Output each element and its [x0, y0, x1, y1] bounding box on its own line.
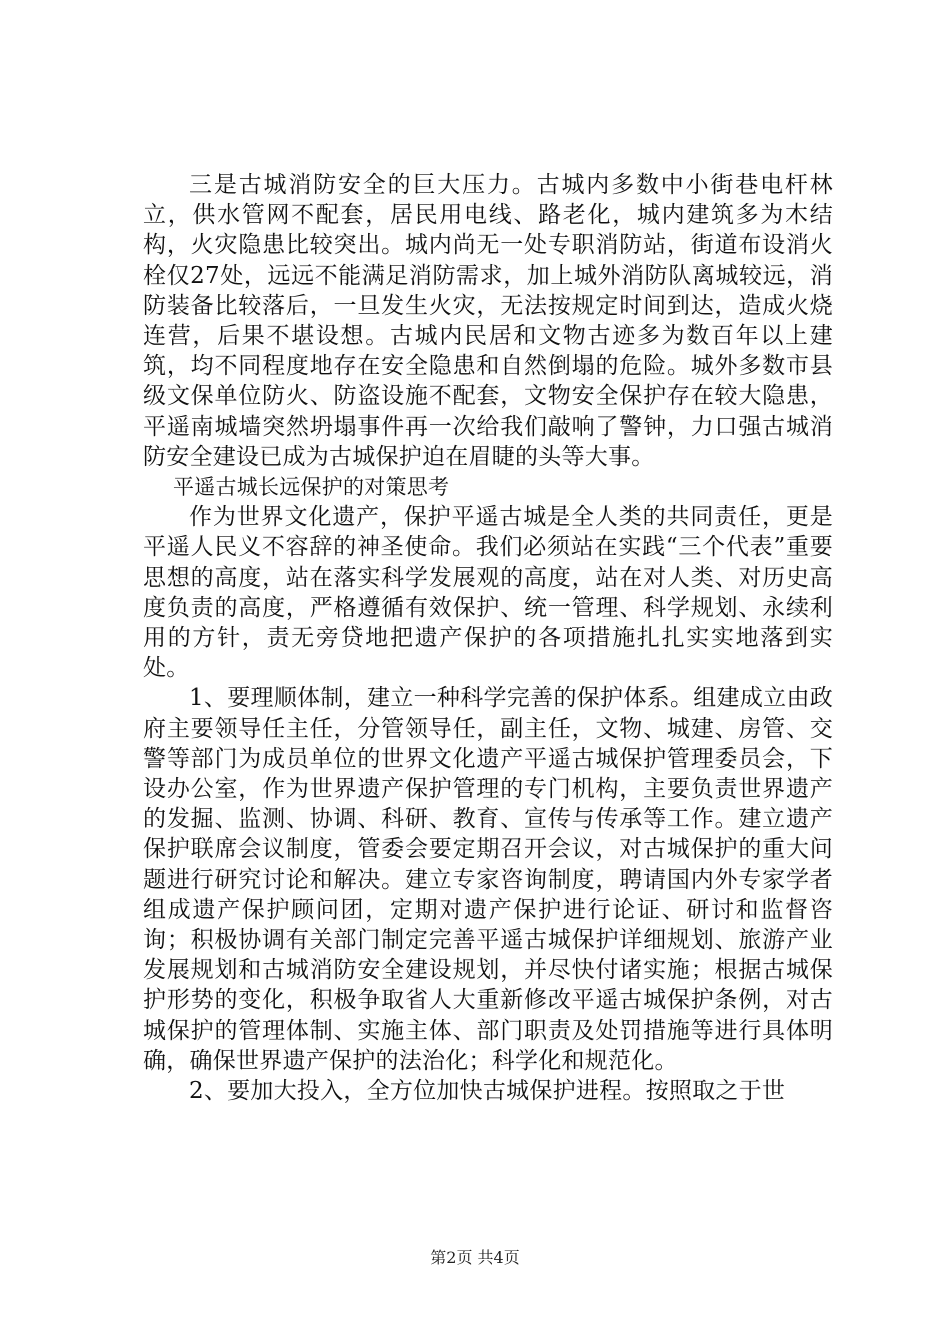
paragraph-fire-safety: 三是古城消防安全的巨大压力。古城内多数中小街巷电杆林立，供水管网不配套，居民用电线、路老化，城内建筑多为木结构，火灾隐患比较突出。城内尚无一处专职消防站，街道布设消火栓仅27处，远远不能满足消防需求，加上城外消防队离城较远，消防装备比较落后，一旦发生火灾，无法按规定时间到达，造成火烧连营，后果不堪设想。古城内民居和文物古迹多为数百年以上建筑，均不同程度地存在安全隐患和自然倒塌的危险。城外多数市县级文保单位防火、防盗设施不配套，文物安全保护存在较大隐患，平遥南城墙突然坍塌事件再一次给我们敲响了警钟，力口强古城消防安全建设已成为古城保护迫在眉睫的头等大事。 — [143, 172, 833, 470]
section-heading: 平遥古城长远保护的对策思考 — [173, 475, 450, 500]
paragraph-system-reform: 1、要理顺体制，建立一种科学完善的保护体系。组建成立由政府主要领导任主任，分管领导任，副主任，文物、城建、房管、交警等部门为成员单位的世界文化遗产平遥古城保护管理委员会，下设办公室，作为世界遗产保护管理的专门机构，主要负责世界遗产的发掘、监测、协调、科研、教育、宣传与传承等工作。建立遗产保护联席会议制度，管委会要定期召开会议，对古城保护的重大问题进行研究讨论和解决。建立专家咨询制度，聘请国内外专家学者组成遗产保护顾问团，定期对遗产保护进行论证、研讨和监督咨询；积极协调有关部门制定完善平遥古城保护详细规划、旅游产业发展规划和古城消防安全建设规划，并尽快付诸实施；根据古城保护形势的变化，积极争取省人大重新修改平遥古城保护条例，对古城保护的管理体制、实施主体、部门职责及处罚措施等进行具体明确，确保世界遗产保护的法治化；科学化和规范化。 — [143, 685, 833, 1074]
body-text — [143, 170, 833, 1106]
paragraph-world-heritage: 作为世界文化遗产，保护平遥古城是全人类的共同责任，更是平遥人民义不容辞的神圣使命。我们必须站在实践“三个代表”重要思想的高度，站在落实科学发展观的高度，站在对人类、对历史高度负责的高度，严格遵循有效保护、统一管理、科学规划、永续利用的方针，责无旁贷地把遗产保护的各项措施扎扎实实地落到实处。 — [143, 504, 833, 682]
page-footer: 第2页 共4页 — [430, 1248, 520, 1267]
paragraph-investment: 2、要加大投入，全方位加快古城保护进程。按照取之于世 — [189, 1078, 786, 1105]
